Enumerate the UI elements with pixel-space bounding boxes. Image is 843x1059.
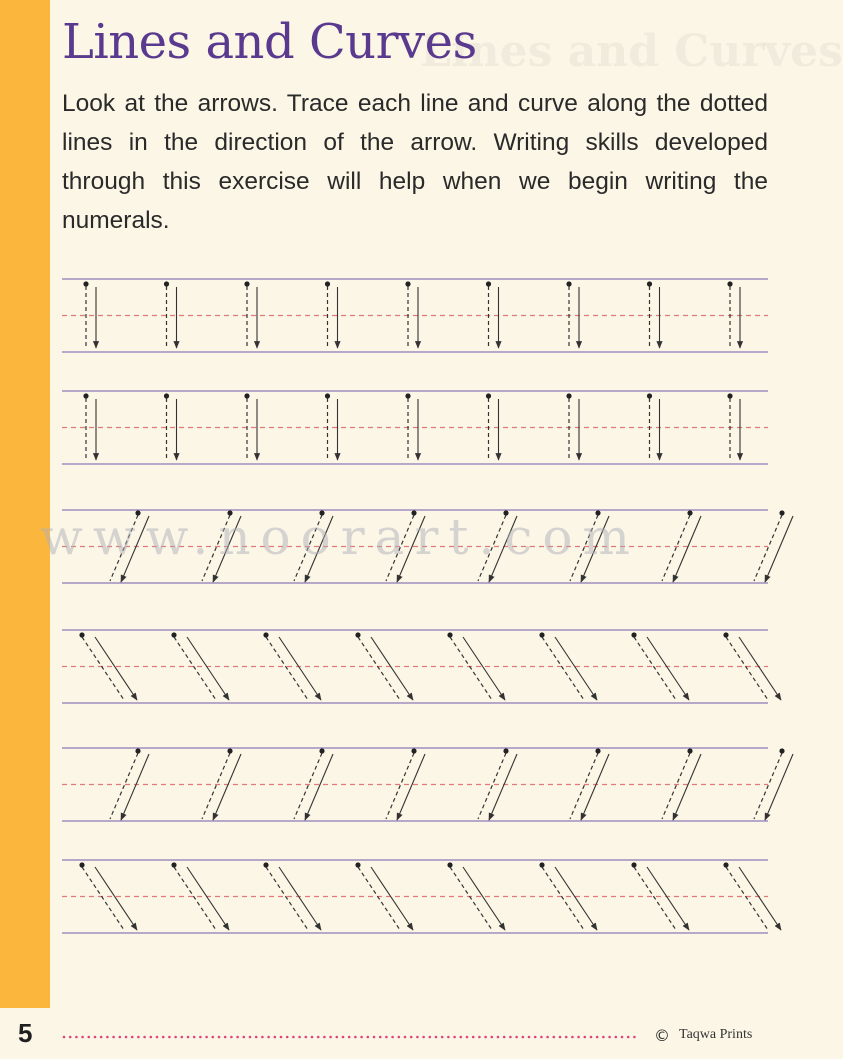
- start-dot: [171, 632, 176, 637]
- footer-dot: [348, 1036, 351, 1039]
- footer-dot: [311, 1036, 314, 1039]
- start-dot: [171, 862, 176, 867]
- direction-arrow: [673, 754, 701, 820]
- start-dot: [244, 393, 249, 398]
- start-dot: [539, 862, 544, 867]
- publisher-name: Taqwa Prints: [679, 1027, 753, 1042]
- dotted-trace-stroke: [82, 867, 124, 930]
- footer-dot: [125, 1036, 128, 1039]
- footer-dot: [267, 1036, 270, 1039]
- direction-arrow: [279, 637, 321, 700]
- footer-dot: [503, 1036, 506, 1039]
- footer-dot: [497, 1036, 500, 1039]
- footer-dot: [615, 1036, 618, 1039]
- start-dot: [355, 862, 360, 867]
- dotted-trace-stroke: [754, 515, 782, 581]
- start-dot: [79, 862, 84, 867]
- start-dot: [263, 862, 268, 867]
- footer-dot: [379, 1036, 382, 1039]
- footer-dot: [596, 1036, 599, 1039]
- direction-arrow: [555, 867, 597, 930]
- footer-dot: [429, 1036, 432, 1039]
- footer-dot: [119, 1036, 122, 1039]
- start-dot: [723, 632, 728, 637]
- footer-dot: [590, 1036, 593, 1039]
- direction-arrow: [213, 516, 241, 582]
- dotted-trace-stroke: [174, 867, 216, 930]
- dotted-trace-stroke: [634, 637, 676, 700]
- footer-dot: [466, 1036, 469, 1039]
- start-dot: [595, 510, 600, 515]
- dotted-trace-stroke: [358, 637, 400, 700]
- footer-dot: [373, 1036, 376, 1039]
- direction-arrow: [673, 516, 701, 582]
- footer-dot: [565, 1036, 568, 1039]
- footer-dot: [100, 1036, 103, 1039]
- footer-dot: [249, 1036, 252, 1039]
- dotted-trace-stroke: [662, 515, 690, 581]
- footer-dot: [360, 1036, 363, 1039]
- direction-arrow: [647, 867, 689, 930]
- direction-arrow: [121, 754, 149, 820]
- footer-dot: [243, 1036, 246, 1039]
- footer-dot: [398, 1036, 401, 1039]
- direction-arrow: [371, 867, 413, 930]
- start-dot: [779, 510, 784, 515]
- footer-dot: [484, 1036, 487, 1039]
- footer-dot: [509, 1036, 512, 1039]
- start-dot: [355, 632, 360, 637]
- start-dot: [164, 281, 169, 286]
- footer-dot: [218, 1036, 221, 1039]
- footer-dot: [156, 1036, 159, 1039]
- direction-arrow: [397, 754, 425, 820]
- footer-dot: [305, 1036, 308, 1039]
- start-dot: [244, 281, 249, 286]
- start-dot: [227, 748, 232, 753]
- footer-dot: [621, 1036, 624, 1039]
- footer-dot: [571, 1036, 574, 1039]
- footer-dot: [336, 1036, 339, 1039]
- footer-dot: [608, 1036, 611, 1039]
- footer-dot: [298, 1036, 301, 1039]
- direction-arrow: [489, 754, 517, 820]
- start-dot: [779, 748, 784, 753]
- footer-dot: [602, 1036, 605, 1039]
- footer-dot: [174, 1036, 177, 1039]
- start-dot: [405, 281, 410, 286]
- start-dot: [539, 632, 544, 637]
- footer-dot: [577, 1036, 580, 1039]
- footer-dot: [137, 1036, 140, 1039]
- direction-arrow: [463, 867, 505, 930]
- footer-dot: [584, 1036, 587, 1039]
- start-dot: [227, 510, 232, 515]
- footer-dot: [633, 1036, 636, 1039]
- footer-dot: [112, 1036, 115, 1039]
- footer-dot: [416, 1036, 419, 1039]
- dotted-trace-stroke: [358, 867, 400, 930]
- footer-dot: [354, 1036, 357, 1039]
- direction-arrow: [187, 637, 229, 700]
- direction-arrow: [739, 867, 781, 930]
- footer-dot: [261, 1036, 264, 1039]
- footer-dot: [410, 1036, 413, 1039]
- start-dot: [135, 748, 140, 753]
- footer-dot: [553, 1036, 556, 1039]
- footer-dot: [193, 1036, 196, 1039]
- dotted-trace-stroke: [266, 637, 308, 700]
- footer-dot: [391, 1036, 394, 1039]
- start-dot: [723, 862, 728, 867]
- direction-arrow: [121, 516, 149, 582]
- footer-dot: [472, 1036, 475, 1039]
- footer-dot: [478, 1036, 481, 1039]
- footer-dot: [236, 1036, 239, 1039]
- direction-arrow: [95, 637, 137, 700]
- dotted-trace-stroke: [478, 515, 506, 581]
- direction-arrow: [765, 754, 793, 820]
- start-dot: [566, 393, 571, 398]
- start-dot: [631, 632, 636, 637]
- start-dot: [566, 281, 571, 286]
- start-dot: [411, 510, 416, 515]
- footer-dot: [528, 1036, 531, 1039]
- direction-arrow: [463, 637, 505, 700]
- footer-dot: [540, 1036, 543, 1039]
- direction-arrow: [581, 516, 609, 582]
- footer-dot: [460, 1036, 463, 1039]
- start-dot: [325, 281, 330, 286]
- footer-dot: [342, 1036, 345, 1039]
- dotted-trace-stroke: [662, 753, 690, 819]
- footer-dot: [168, 1036, 171, 1039]
- footer-dot: [404, 1036, 407, 1039]
- direction-arrow: [305, 754, 333, 820]
- footer-dot: [447, 1036, 450, 1039]
- start-dot: [405, 393, 410, 398]
- start-dot: [687, 510, 692, 515]
- direction-arrow: [371, 637, 413, 700]
- start-dot: [411, 748, 416, 753]
- direction-arrow: [213, 754, 241, 820]
- footer-dot: [515, 1036, 518, 1039]
- footer-dot: [81, 1036, 84, 1039]
- dotted-trace-stroke: [570, 753, 598, 819]
- dotted-trace-stroke: [110, 515, 138, 581]
- dotted-trace-stroke: [266, 867, 308, 930]
- footer-dot: [435, 1036, 438, 1039]
- start-dot: [319, 748, 324, 753]
- start-dot: [647, 393, 652, 398]
- dotted-trace-stroke: [634, 867, 676, 930]
- footer-dot: [280, 1036, 283, 1039]
- start-dot: [83, 393, 88, 398]
- direction-arrow: [305, 516, 333, 582]
- start-dot: [486, 393, 491, 398]
- footer-dot: [317, 1036, 320, 1039]
- footer-dot: [230, 1036, 233, 1039]
- start-dot: [447, 632, 452, 637]
- footer-dot: [255, 1036, 258, 1039]
- dotted-trace-stroke: [542, 637, 584, 700]
- dotted-trace-stroke: [82, 637, 124, 700]
- footer-dot: [131, 1036, 134, 1039]
- start-dot: [79, 632, 84, 637]
- footer-dot: [63, 1036, 66, 1039]
- dotted-trace-stroke: [386, 753, 414, 819]
- start-dot: [631, 862, 636, 867]
- footer-dot: [199, 1036, 202, 1039]
- dotted-trace-stroke: [542, 867, 584, 930]
- show-through-ghost-text: Lines and Curves: [420, 26, 843, 77]
- direction-arrow: [765, 516, 793, 582]
- footer-dot: [491, 1036, 494, 1039]
- dotted-trace-stroke: [450, 867, 492, 930]
- direction-arrow: [187, 867, 229, 930]
- direction-arrow: [555, 637, 597, 700]
- direction-arrow: [95, 867, 137, 930]
- start-dot: [319, 510, 324, 515]
- footer-dot: [292, 1036, 295, 1039]
- footer-dot: [205, 1036, 208, 1039]
- footer-dot: [106, 1036, 109, 1039]
- start-dot: [503, 510, 508, 515]
- dotted-trace-stroke: [174, 637, 216, 700]
- footer-dot: [143, 1036, 146, 1039]
- footer-dot: [329, 1036, 332, 1039]
- footer-dot: [88, 1036, 91, 1039]
- direction-arrow: [739, 637, 781, 700]
- start-dot: [486, 281, 491, 286]
- start-dot: [135, 510, 140, 515]
- footer-dot: [422, 1036, 425, 1039]
- dotted-trace-stroke: [478, 753, 506, 819]
- start-dot: [83, 281, 88, 286]
- direction-arrow: [581, 754, 609, 820]
- footer-dot: [162, 1036, 165, 1039]
- dotted-trace-stroke: [754, 753, 782, 819]
- watermark: www.noorart.com: [40, 508, 640, 566]
- footer-dot: [534, 1036, 537, 1039]
- dotted-trace-stroke: [202, 515, 230, 581]
- start-dot: [447, 862, 452, 867]
- footer-dot: [323, 1036, 326, 1039]
- start-dot: [687, 748, 692, 753]
- footer-dot: [187, 1036, 190, 1039]
- direction-arrow: [489, 516, 517, 582]
- page-number: 5: [18, 1018, 33, 1048]
- dotted-trace-stroke: [294, 515, 322, 581]
- start-dot: [647, 281, 652, 286]
- footer-dot: [546, 1036, 549, 1039]
- footer-dot: [224, 1036, 227, 1039]
- footer-dot: [385, 1036, 388, 1039]
- footer-dot: [286, 1036, 289, 1039]
- footer-dot: [367, 1036, 370, 1039]
- dotted-trace-stroke: [294, 753, 322, 819]
- footer-dot: [453, 1036, 456, 1039]
- footer-dot: [75, 1036, 78, 1039]
- start-dot: [325, 393, 330, 398]
- start-dot: [503, 748, 508, 753]
- dotted-trace-stroke: [386, 515, 414, 581]
- dotted-trace-stroke: [110, 753, 138, 819]
- footer-dot: [94, 1036, 97, 1039]
- copyright-icon: ©: [654, 1026, 670, 1045]
- footer-dot: [150, 1036, 153, 1039]
- start-dot: [595, 748, 600, 753]
- footer-dot: [69, 1036, 72, 1039]
- start-dot: [727, 393, 732, 398]
- start-dot: [727, 281, 732, 286]
- direction-arrow: [279, 867, 321, 930]
- footer-dot: [181, 1036, 184, 1039]
- dotted-trace-stroke: [570, 515, 598, 581]
- footer-dot: [559, 1036, 562, 1039]
- start-dot: [164, 393, 169, 398]
- footer-dot: [274, 1036, 277, 1039]
- dotted-trace-stroke: [450, 637, 492, 700]
- footer-dot: [212, 1036, 215, 1039]
- dotted-trace-stroke: [726, 637, 768, 700]
- footer-dot: [627, 1036, 630, 1039]
- start-dot: [263, 632, 268, 637]
- footer-dot: [522, 1036, 525, 1039]
- instructions-text: Look at the arrows. Trace each line and curve along the dotted lines in the direction of the arrow. Writing skills developed through this exercise will help when we begin writing the numerals.: [62, 90, 768, 234]
- dotted-trace-stroke: [726, 867, 768, 930]
- direction-arrow: [647, 637, 689, 700]
- dotted-trace-stroke: [202, 753, 230, 819]
- page-title: Lines and Curves: [62, 14, 477, 70]
- direction-arrow: [397, 516, 425, 582]
- footer-dot: [441, 1036, 444, 1039]
